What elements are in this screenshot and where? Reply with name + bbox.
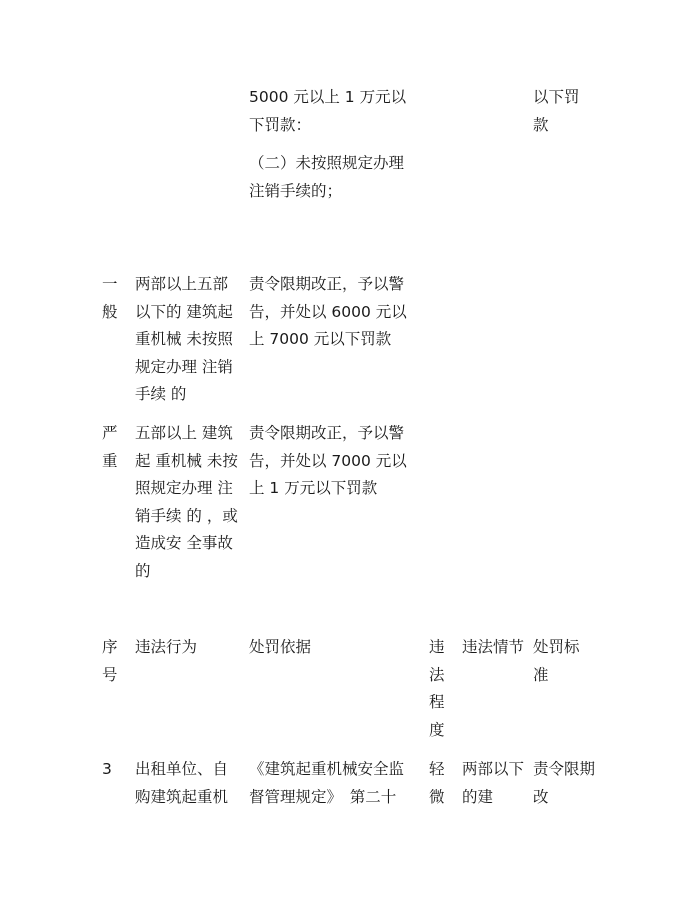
- row3-seq: 3: [102, 760, 112, 778]
- row3-standard: 责令限期改: [533, 760, 596, 806]
- header-circumstance: 违法情节: [462, 638, 525, 656]
- basis-line: 5000 元以上 1 万元以: [249, 88, 407, 106]
- standard-serious: 责令限期改正，予以警告，并处以 7000 元以上 1 万元以下罚款: [249, 424, 407, 497]
- header-seq: 序号: [102, 638, 118, 684]
- standard-line: 款: [533, 115, 549, 134]
- circumstance-serious: 五部以上 建筑起 重机械 未按照规定办理 注销手续 的 ，或造成安 全事故的: [135, 424, 238, 580]
- row3-circumstance: 两部以下的建: [462, 760, 525, 806]
- basis-line: 下罚款：: [249, 115, 312, 134]
- standard-general: 责令限期改正，予以警告，并处以 6000 元以上 7000 元以下罚款: [249, 275, 407, 348]
- standard-line: 以下罚: [533, 88, 580, 106]
- row3-act: 出租单位、自购建筑起重机: [135, 760, 229, 806]
- header-act: 违法行为: [135, 638, 198, 656]
- header-standard: 处罚标准: [533, 638, 580, 684]
- row3-basis: 《建筑起重机械安全监督管理规定》 第二十: [249, 760, 405, 806]
- basis-item-two: [249, 150, 419, 205]
- header-degree: 违法程度: [429, 638, 445, 739]
- basis-line: 注销手续的；: [249, 181, 343, 200]
- circumstance-general: 两部以上五部 以下的 建筑起 重机械 未按照 规定办理 注销 手续 的: [135, 275, 233, 403]
- degree-general: 一般: [102, 275, 118, 321]
- basis-line: （二）未按照规定办理: [249, 154, 405, 172]
- basis-fragment: [249, 84, 419, 139]
- standard-fragment: [533, 84, 593, 139]
- header-basis: 处罚依据: [249, 638, 312, 656]
- degree-serious: 严重: [102, 424, 118, 470]
- row3-degree: 轻微: [429, 760, 445, 806]
